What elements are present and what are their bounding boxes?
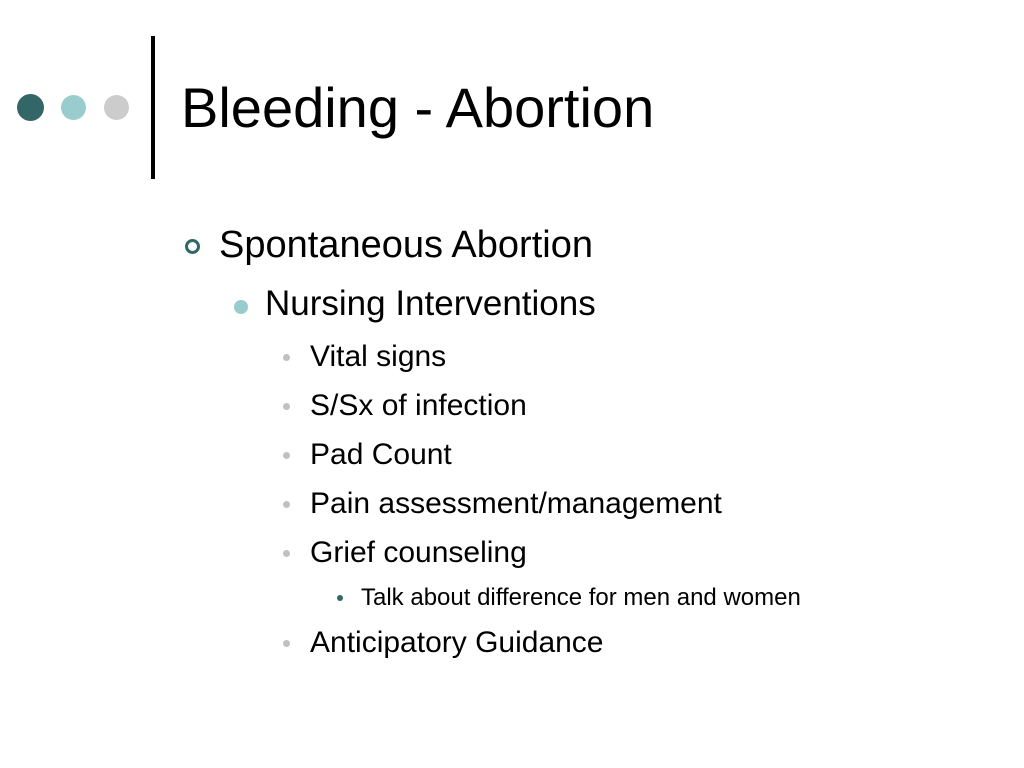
small-dot-bullet-icon: [283, 550, 290, 557]
outline-item-level1: [219, 222, 593, 268]
outline-item-label: Nursing Interventions: [265, 284, 596, 323]
small-dot-bullet-icon: [283, 640, 290, 647]
outline-item-label: Anticipatory Guidance: [310, 626, 604, 659]
small-dot-bullet-icon: [283, 354, 290, 361]
slide-title: Bleeding - Abortion: [181, 76, 655, 139]
outline-item-label: S/Sx of infection: [310, 389, 527, 422]
outline-item-label: Pain assessment/management: [310, 487, 722, 520]
small-dot-bullet-icon: [283, 501, 290, 508]
outline-item-label: Vital signs: [310, 340, 447, 373]
outline-item-level3: [310, 535, 527, 571]
small-dot-bullet-icon: [337, 595, 343, 601]
outline-item-level3: [310, 625, 604, 661]
outline-item-level3: [310, 339, 446, 375]
outline-item-label: Grief counseling: [310, 536, 527, 569]
outline-item-level3: [310, 388, 527, 424]
outline-item-label: Talk about difference for men and women: [361, 584, 801, 611]
hollow-circle-bullet-icon: [185, 239, 200, 254]
small-dot-bullet-icon: [283, 452, 290, 459]
outline-item-level3: [310, 437, 452, 473]
outline-item-level3: [310, 486, 722, 522]
small-dot-bullet-icon: [283, 403, 290, 410]
filled-circle-bullet-icon: [234, 300, 248, 314]
outline-item-label: Spontaneous Abortion: [219, 224, 593, 266]
outline-item-level2: [265, 283, 596, 325]
outline-item-level4: [361, 583, 801, 613]
outline-item-label: Pad Count: [310, 438, 452, 471]
